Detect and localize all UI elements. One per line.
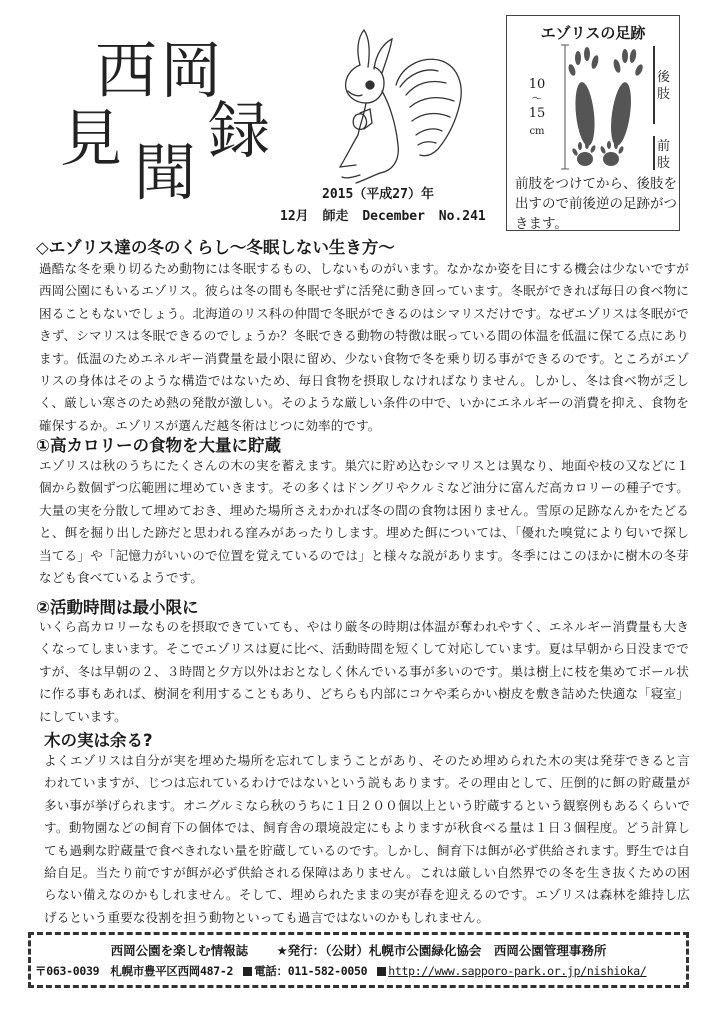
section-body-3: よくエゾリスは自分が実を埋めた場所を忘れてしまうことがあり、そのため埋められた木の実は発芽できると言われていますが、じつは忘れているわけではないという説もあります。その理由として、圧倒的に餌の貯蔵量が多い事が挙げられます。オニグルミなら秋のうちに１日２００個以上という貯蔵するという観察例もあるくらいです。動物園などの飼育下の個体では、飼育舎の環境設定にもよりますが秋食べる量は１日３個程度。どう計算しても過剰な貯蔵量で食べきれない量を貯蔵しているのです。しかし、飼育下は餌が必ず供給されます。野生では自給自足。当たり前ですが餌が必ず供給される保障はありません。これは厳しい自然界での冬を生き抜くための困らない備えなのかもしれません。そして、埋められたままの実が春を迎えるのです。エゾリスは森林を維持し広げるという重要な役割を担う動物といっても過言ではないのかもしれません。 <box>44 753 690 925</box>
fore-limb-label: 前肢 <box>657 139 671 171</box>
hind-limb-label: 後肢 <box>657 70 671 102</box>
size-bottom: 15 <box>528 106 546 121</box>
section-heading-1: ①高カロリーの食物を大量に貯蔵 <box>36 436 281 455</box>
website-link[interactable]: http://www.sapporo-park.or.jp/nishioka/ <box>388 964 647 978</box>
issue-year: 2015（平成27）年 <box>322 187 434 202</box>
footprint-size <box>525 76 549 140</box>
publisher: ★発行：（公財）札幌市公園緑化協会 西岡公園管理事務所 <box>276 943 607 958</box>
footprint-box <box>506 15 680 231</box>
title-char-bun: 聞 <box>134 136 197 209</box>
title-char-nishi: 西 <box>95 34 158 107</box>
intro-paragraph: 過酷な冬を乗り切るため動物には冬眠するもの、しないものがいます。なかなか姿を目にする機会は少ないですが西岡公園にもいるエゾリス。彼らは冬の間も冬眠せずに活発に動き回っています。冬眠ができれば毎日の食べ物に困ることもないでしょう。北海道のリス科の仲間で冬眠ができるのはシマリスだけです。なぜエゾリスは冬眠ができず、シマリスは冬眠できるのでしょうか？冬眠できる動物の特徴は眠っている間の体温を低温に保てる点にあります。低温のためエネルギー消費量を最小限に留め、少ない食物で冬を乗り切る事ができるのです。ところがエゾリスの身体はそのような構造ではないため、毎日食物を摂取しなければなりません。しかし、冬は食べ物が乏しく、厳しい寒さのため熱の発散が激しい。そのような厳しい条件の中で、いかにエネルギーの消費を抑え、食物を確保するか。エゾリスが選んだ越冬術はじつに効率的です。 <box>39 261 689 433</box>
square-bullet-icon <box>243 967 252 976</box>
phone-number: 電話：011-582-0050 <box>254 964 368 978</box>
issue-month-jp: 師走 <box>322 209 349 224</box>
main-heading: ◇エゾリス達の冬のくらし～冬眠しない生き方～ <box>36 238 395 257</box>
size-unit: cm <box>529 126 545 137</box>
square-bullet-icon <box>377 967 386 976</box>
issue-month-en: December <box>362 209 425 224</box>
footprint-caption: 前肢をつけてから、後肢を出すので前後逆の足跡がつきます。 <box>515 176 677 232</box>
footer-box <box>28 932 689 988</box>
section-heading-3: 木の実は余る? <box>44 731 153 750</box>
footer-line-2 <box>35 963 647 979</box>
title-char-oka: 岡 <box>160 34 223 107</box>
footer-line-1 <box>31 941 686 959</box>
issue-date <box>280 205 486 224</box>
section-body-1: エゾリスは秋のうちにたくさんの木の実を蓄えます。巣穴に貯め込むシマリスとは異なり、地面や枝の又などに１個から数個ずつ広範囲に埋めていきます。その多くはドングリやクルミなど油分に富んだ高カロリーの種子です。大量の実を分散して埋めておき、埋めた場所さえわかれば冬の間の食物は困りません。雪原の足跡なんかをたどると、餌を掘り出した跡だと思われる窪みがあったりします。埋めた餌については、「優れた嗅覚により匂いで探し当てる」や「記憶力がいいので位置を覚えているのでは」と様々な説があります。冬季にはこのほかに樹木の冬芽なども食べているようです。 <box>39 458 689 586</box>
title-char-ken: 見 <box>60 102 123 175</box>
section-body-2: いくら高カロリーなものを摂取できていても、やはり厳冬の時期は体温が奪われやすく、エネルギー消費量も大きくなってしまいます。そこでエゾリスは夏に比べ、活動時間を短くして対応しています。夏は早朝から日没までですが、冬は早朝の２、３時間と夕方以外はおとなしく休んでいる事が多いのです。巣は樹上に枝を集めてボール状に作る事もあれば、樹洞を利用することもあり、どちらも内部にコケや柔らかい樹皮を敷き詰めた快適な「寝室」にしています。 <box>39 619 689 724</box>
footprint-title: エゾリスの足跡 <box>540 24 646 42</box>
size-tilde: ～ <box>531 92 543 105</box>
section-heading-2: ②活動時間は最小限に <box>36 598 199 617</box>
title-char-roku: 録 <box>208 94 271 167</box>
issue-number: No.241 <box>438 209 486 224</box>
squirrel-illustration <box>330 25 465 185</box>
postal-address: 〒063-0039 札幌市豊平区西岡487-2 <box>35 964 234 978</box>
issue-month: 12月 <box>280 209 309 224</box>
magazine-name: 西岡公園を楽しむ情報誌 <box>110 943 249 958</box>
masthead <box>0 0 500 225</box>
footprint-illustration <box>547 42 662 172</box>
size-top: 10 <box>528 77 546 92</box>
